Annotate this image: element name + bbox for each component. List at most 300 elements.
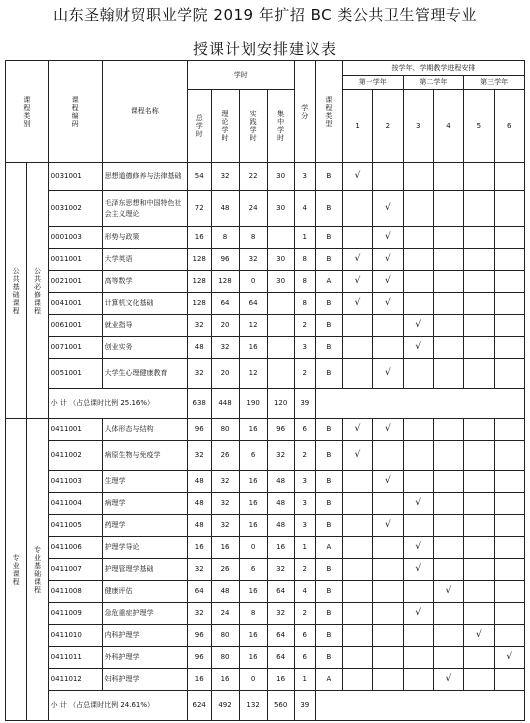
course-type: A: [315, 271, 342, 293]
course-name: 大学生心理健康教育: [102, 359, 187, 389]
course-code: 0411008: [48, 581, 102, 603]
theory-hours: 20: [211, 359, 239, 389]
header-schedule: 按学年、学期教学进程安排: [342, 61, 524, 76]
semester-2-cell: [373, 359, 403, 389]
concentrated-hours: 30: [267, 271, 294, 293]
semester-5-cell: [464, 559, 494, 581]
semester-6-cell: [494, 471, 524, 493]
semester-4-cell: [433, 227, 463, 249]
theory-hours: 128: [211, 271, 239, 293]
semester-2-cell: [373, 271, 403, 293]
total-hours: 32: [187, 359, 211, 389]
semester-4-cell: [433, 315, 463, 337]
semester-4-cell: [433, 625, 463, 647]
course-type: B: [315, 191, 342, 227]
practice-hours: 32: [239, 249, 267, 271]
course-name: 高等数学: [102, 271, 187, 293]
semester-2-cell: [373, 493, 403, 515]
table-row: [6, 559, 525, 581]
course-code: 0001003: [48, 227, 102, 249]
semester-1-cell: [342, 249, 372, 271]
practice-hours: 64: [239, 293, 267, 315]
practice-hours: 12: [239, 315, 267, 337]
credit: 8: [294, 271, 315, 293]
semester-2-cell: [373, 647, 403, 669]
practice-hours: 16: [239, 337, 267, 359]
semester-5-cell: [464, 293, 494, 315]
check-mark: √: [385, 232, 391, 242]
semester-2-cell: [373, 669, 403, 691]
category-cell: 公共基础课程: [6, 163, 27, 419]
semester-5-cell: [464, 271, 494, 293]
check-mark: √: [354, 171, 361, 181]
course-type: B: [315, 359, 342, 389]
semester-3-cell: [403, 471, 433, 493]
credit: 3: [294, 163, 315, 191]
semester-3-cell: [403, 625, 433, 647]
semester-6-cell: [494, 515, 524, 537]
course-type: B: [315, 625, 342, 647]
practice-hours: 0: [239, 271, 267, 293]
semester-6-cell: [494, 271, 524, 293]
total-hours: 54: [187, 163, 211, 191]
subtotal-credit: 39: [294, 389, 315, 419]
course-name: 病理学: [102, 493, 187, 515]
course-type: B: [315, 603, 342, 625]
table-row: [6, 249, 525, 271]
check-mark: √: [415, 498, 422, 508]
header-code: 课程编码: [48, 61, 102, 163]
subtotal-practice: 190: [239, 389, 267, 419]
semester-5-cell: [464, 359, 494, 389]
header-assess: 课程类型: [315, 61, 342, 163]
table-row: [6, 625, 525, 647]
header-year-3: 第三学年: [464, 76, 525, 90]
theory-hours: 26: [211, 559, 239, 581]
total-hours: 96: [187, 647, 211, 669]
semester-6-cell: [494, 537, 524, 559]
semester-1-cell: [342, 493, 372, 515]
total-hours: 16: [187, 669, 211, 691]
course-name: 健康评估: [102, 581, 187, 603]
theory-hours: 20: [211, 315, 239, 337]
semester-1-cell: [342, 227, 372, 249]
semester-4-cell: [433, 669, 463, 691]
course-code: 0411011: [48, 647, 102, 669]
semester-4-cell: [433, 559, 463, 581]
check-mark: √: [506, 652, 513, 662]
header-name: 课程名称: [102, 61, 187, 163]
semester-4-cell: [433, 419, 463, 441]
category-cell: 专业课程: [6, 419, 27, 721]
check-mark: √: [385, 476, 391, 486]
semester-2-cell: [373, 191, 403, 227]
course-type: B: [315, 293, 342, 315]
table-row: [6, 191, 525, 227]
semester-4-cell: [433, 249, 463, 271]
semester-6-cell: [494, 163, 524, 191]
semester-5-cell: [464, 337, 494, 359]
concentrated-hours: 30: [267, 191, 294, 227]
total-hours: 72: [187, 191, 211, 227]
semester-3-cell: [403, 227, 433, 249]
semester-3-cell: [403, 359, 433, 389]
semester-6-cell: [494, 293, 524, 315]
table-row: [6, 603, 525, 625]
course-code: 0411004: [48, 493, 102, 515]
practice-hours: 16: [239, 493, 267, 515]
practice-hours: 16: [239, 625, 267, 647]
theory-hours: 96: [211, 249, 239, 271]
course-code: 0061001: [48, 315, 102, 337]
course-name: 生理学: [102, 471, 187, 493]
header-year-1: 第一学年: [342, 76, 403, 90]
table-row: [6, 337, 525, 359]
subcategory-cell: 专业基础课程: [27, 419, 48, 721]
table-row: [6, 441, 525, 471]
semester-6-cell: [494, 625, 524, 647]
course-type: B: [315, 647, 342, 669]
semester-1-cell: [342, 419, 372, 441]
check-mark: √: [385, 520, 391, 530]
header-practice: 实践学时: [239, 90, 267, 163]
semester-2-cell: [373, 163, 403, 191]
course-code: 0031002: [48, 191, 102, 227]
subtotal-total: 638: [187, 389, 211, 419]
header-hours: 学时: [187, 61, 294, 90]
course-name: 形势与政策: [102, 227, 187, 249]
semester-4-cell: [433, 441, 463, 471]
semester-1-cell: [342, 293, 372, 315]
semester-1-cell: [342, 603, 372, 625]
semester-6-cell: [494, 419, 524, 441]
course-code: 0011001: [48, 249, 102, 271]
credit: 3: [294, 337, 315, 359]
practice-hours: 0: [239, 669, 267, 691]
course-type: B: [315, 471, 342, 493]
semester-5-cell: [464, 163, 494, 191]
concentrated-hours: [267, 227, 294, 249]
semester-1-cell: [342, 359, 372, 389]
course-code: 0021001: [48, 271, 102, 293]
subtotal-theory: 448: [211, 389, 239, 419]
check-mark: √: [445, 674, 452, 684]
check-mark: √: [385, 298, 391, 308]
semester-3-cell: [403, 293, 433, 315]
theory-hours: 32: [211, 337, 239, 359]
practice-hours: 16: [239, 581, 267, 603]
semester-5-cell: [464, 471, 494, 493]
concentrated-hours: 48: [267, 515, 294, 537]
course-name: 病原生物与免疫学: [102, 441, 187, 471]
theory-hours: 24: [211, 603, 239, 625]
semester-5-cell: [464, 603, 494, 625]
semester-5-cell: [464, 515, 494, 537]
header-semester-1: 1: [342, 90, 372, 163]
course-code: 0041001: [48, 293, 102, 315]
semester-6-cell: [494, 315, 524, 337]
semester-1-cell: [342, 191, 372, 227]
credit: 6: [294, 647, 315, 669]
concentrated-hours: 32: [267, 559, 294, 581]
semester-4-cell: [433, 647, 463, 669]
total-hours: 32: [187, 315, 211, 337]
course-name: 外科护理学: [102, 647, 187, 669]
semester-6-cell: [494, 493, 524, 515]
header-total: 总学时: [187, 90, 211, 163]
table-row: [6, 315, 525, 337]
semester-1-cell: [342, 559, 372, 581]
theory-hours: 8: [211, 227, 239, 249]
practice-hours: 12: [239, 359, 267, 389]
semester-2-cell: [373, 471, 403, 493]
semester-1-cell: [342, 163, 372, 191]
semester-5-cell: [464, 537, 494, 559]
practice-hours: 16: [239, 647, 267, 669]
check-mark: √: [385, 368, 391, 378]
semester-3-cell: [403, 559, 433, 581]
course-name: 药理学: [102, 515, 187, 537]
total-hours: 32: [187, 603, 211, 625]
course-type: B: [315, 515, 342, 537]
check-mark: √: [385, 424, 391, 434]
semester-4-cell: [433, 471, 463, 493]
semester-1-cell: [342, 515, 372, 537]
theory-hours: 80: [211, 647, 239, 669]
semester-1-cell: [342, 441, 372, 471]
credit: 8: [294, 293, 315, 315]
practice-hours: 8: [239, 227, 267, 249]
semester-4-cell: [433, 603, 463, 625]
table-row: [6, 647, 525, 669]
semester-4-cell: [433, 359, 463, 389]
table-row: [6, 581, 525, 603]
semester-3-cell: [403, 249, 433, 271]
semester-2-cell: [373, 603, 403, 625]
concentrated-hours: 64: [267, 581, 294, 603]
table-row: [6, 537, 525, 559]
credit: 3: [294, 471, 315, 493]
title-line-2: 授课计划安排建议表: [192, 40, 337, 58]
semester-2-cell: [373, 441, 403, 471]
total-hours: 48: [187, 493, 211, 515]
semester-1-cell: [342, 625, 372, 647]
semester-5-cell: [464, 227, 494, 249]
semester-6-cell: [494, 603, 524, 625]
total-hours: 128: [187, 249, 211, 271]
title-line-1: 山东圣翰财贸职业学院 2019 年扩招 BC 类公共卫生管理专业: [53, 6, 477, 24]
subtotal-concentrated: 120: [267, 389, 294, 419]
subtotal-theory: 492: [211, 691, 239, 721]
header-semester-4: 4: [433, 90, 463, 163]
semester-3-cell: [403, 441, 433, 471]
course-code: 0411007: [48, 559, 102, 581]
concentrated-hours: 32: [267, 441, 294, 471]
table-row: [6, 293, 525, 315]
course-code: 0411010: [48, 625, 102, 647]
check-mark: √: [385, 203, 391, 213]
semester-6-cell: [494, 559, 524, 581]
semester-6-cell: [494, 249, 524, 271]
course-type: B: [315, 419, 342, 441]
semester-2-cell: [373, 559, 403, 581]
concentrated-hours: 48: [267, 493, 294, 515]
total-hours: 128: [187, 293, 211, 315]
semester-4-cell: [433, 493, 463, 515]
theory-hours: 32: [211, 515, 239, 537]
check-mark: √: [385, 276, 391, 286]
course-code: 0411012: [48, 669, 102, 691]
table-row: [6, 163, 525, 191]
semester-6-cell: [494, 441, 524, 471]
semester-5-cell: [464, 493, 494, 515]
course-type: A: [315, 669, 342, 691]
concentrated-hours: 96: [267, 419, 294, 441]
subtotal-blank: [315, 691, 524, 721]
concentrated-hours: 64: [267, 647, 294, 669]
check-mark: √: [475, 630, 482, 640]
semester-6-cell: [494, 227, 524, 249]
course-name: 大学英语: [102, 249, 187, 271]
semester-6-cell: [494, 647, 524, 669]
header-year-2: 第二学年: [403, 76, 464, 90]
course-name: 妇科护理学: [102, 669, 187, 691]
semester-3-cell: [403, 603, 433, 625]
check-mark: √: [354, 424, 361, 434]
semester-2-cell: [373, 315, 403, 337]
theory-hours: 80: [211, 419, 239, 441]
semester-4-cell: [433, 163, 463, 191]
concentrated-hours: 64: [267, 625, 294, 647]
table-row: [6, 493, 525, 515]
header-credit: 学分: [294, 61, 315, 163]
total-hours: 64: [187, 581, 211, 603]
header-semester-2: 2: [373, 90, 403, 163]
semester-5-cell: [464, 441, 494, 471]
check-mark: √: [415, 608, 422, 618]
semester-1-cell: [342, 337, 372, 359]
course-code: 0411003: [48, 471, 102, 493]
table-row: [6, 227, 525, 249]
subtotal-practice: 132: [239, 691, 267, 721]
course-type: B: [315, 163, 342, 191]
total-hours: 128: [187, 271, 211, 293]
course-code: 0411009: [48, 603, 102, 625]
concentrated-hours: [267, 293, 294, 315]
course-code: 0411005: [48, 515, 102, 537]
header-category: 课程类别: [6, 61, 49, 163]
header-theory: 理论学时: [211, 90, 239, 163]
subtotal-label: 小 计 （占总课时比例 25.16%）: [48, 389, 187, 419]
course-code: 0411006: [48, 537, 102, 559]
semester-5-cell: [464, 581, 494, 603]
credit: 2: [294, 559, 315, 581]
credit: 6: [294, 625, 315, 647]
concentrated-hours: 30: [267, 163, 294, 191]
semester-5-cell: [464, 191, 494, 227]
theory-hours: 80: [211, 625, 239, 647]
course-type: B: [315, 315, 342, 337]
practice-hours: 16: [239, 471, 267, 493]
practice-hours: 6: [239, 441, 267, 471]
semester-5-cell: [464, 669, 494, 691]
semester-1-cell: [342, 537, 372, 559]
credit: 3: [294, 493, 315, 515]
credit: 4: [294, 581, 315, 603]
check-mark: √: [415, 564, 422, 574]
semester-3-cell: [403, 647, 433, 669]
concentrated-hours: 16: [267, 669, 294, 691]
course-type: B: [315, 337, 342, 359]
semester-3-cell: [403, 515, 433, 537]
semester-5-cell: [464, 249, 494, 271]
credit: 6: [294, 419, 315, 441]
semester-1-cell: [342, 647, 372, 669]
check-mark: √: [415, 320, 422, 330]
total-hours: 48: [187, 337, 211, 359]
semester-3-cell: [403, 271, 433, 293]
practice-hours: 22: [239, 163, 267, 191]
theory-hours: 48: [211, 581, 239, 603]
course-name: 内科护理学: [102, 625, 187, 647]
semester-4-cell: [433, 271, 463, 293]
semester-2-cell: [373, 419, 403, 441]
semester-3-cell: [403, 537, 433, 559]
check-mark: √: [354, 254, 361, 264]
check-mark: √: [415, 542, 422, 552]
semester-2-cell: [373, 293, 403, 315]
concentrated-hours: 32: [267, 603, 294, 625]
course-type: B: [315, 581, 342, 603]
total-hours: 96: [187, 419, 211, 441]
semester-2-cell: [373, 227, 403, 249]
subtotal-label: 小 计 （占总课时比例 24.61%）: [48, 691, 187, 721]
concentrated-hours: [267, 337, 294, 359]
semester-3-cell: [403, 493, 433, 515]
practice-hours: 8: [239, 603, 267, 625]
table-row: [6, 515, 525, 537]
course-name: 就业指导: [102, 315, 187, 337]
semester-2-cell: [373, 625, 403, 647]
semester-3-cell: [403, 581, 433, 603]
semester-5-cell: [464, 647, 494, 669]
course-code: 0411001: [48, 419, 102, 441]
course-type: A: [315, 537, 342, 559]
theory-hours: 16: [211, 669, 239, 691]
credit: 8: [294, 249, 315, 271]
practice-hours: 24: [239, 191, 267, 227]
subtotal-row: [6, 389, 525, 419]
semester-3-cell: [403, 315, 433, 337]
subcategory-cell: 公共必修课程: [27, 163, 48, 419]
check-mark: √: [354, 276, 361, 286]
semester-2-cell: [373, 581, 403, 603]
concentrated-hours: [267, 315, 294, 337]
check-mark: √: [415, 342, 422, 352]
semester-5-cell: [464, 625, 494, 647]
semester-4-cell: [433, 293, 463, 315]
practice-hours: 0: [239, 537, 267, 559]
course-type: B: [315, 559, 342, 581]
course-name: 急危重症护理学: [102, 603, 187, 625]
total-hours: 32: [187, 559, 211, 581]
course-code: 0051001: [48, 359, 102, 389]
semester-6-cell: [494, 581, 524, 603]
header-semester-5: 5: [464, 90, 494, 163]
theory-hours: 48: [211, 191, 239, 227]
semester-2-cell: [373, 515, 403, 537]
semester-2-cell: [373, 537, 403, 559]
